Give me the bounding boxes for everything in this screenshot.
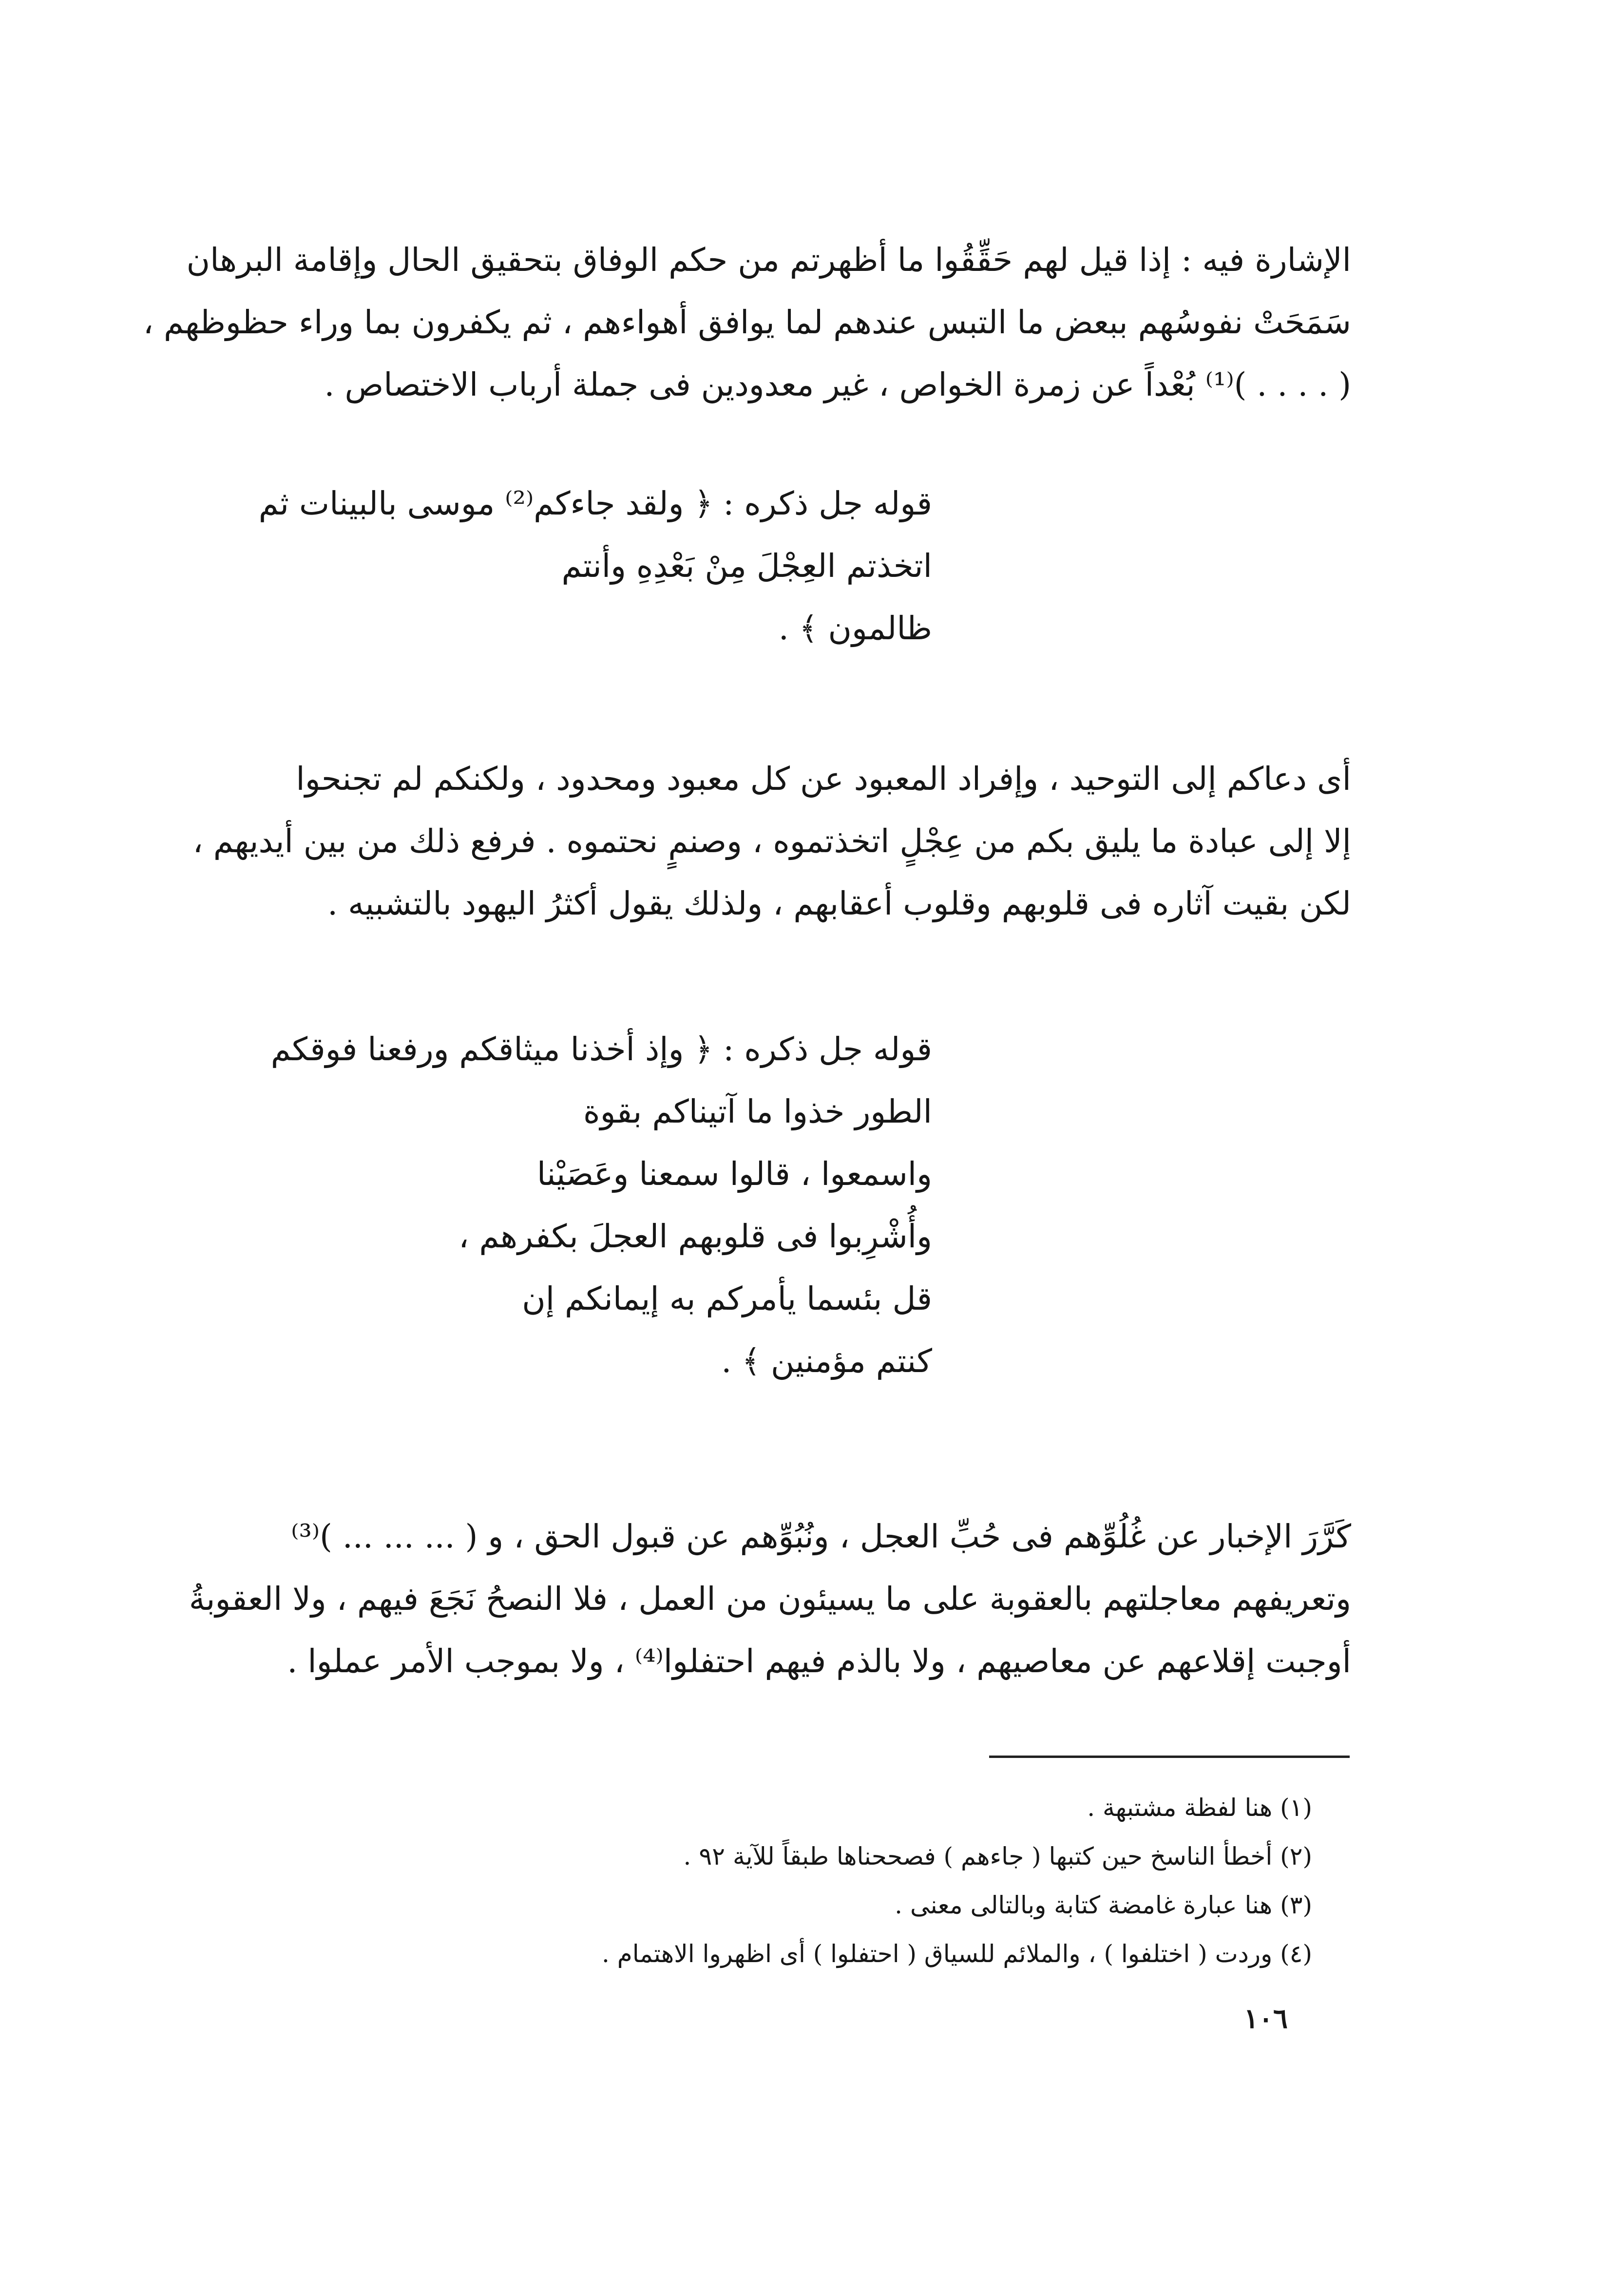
footnote-divider xyxy=(989,1756,1350,1758)
verse-line: الطور خذوا ما آتيناكم بقوة xyxy=(583,1093,932,1130)
text-line: ( . . . . )⁽¹⁾ بُعْداً عن زمرة الخواص ، غير معدودين فى جملة أرباب الاختصاص . xyxy=(324,366,1351,403)
page-number: ١٠٦ xyxy=(1243,2003,1288,2035)
paragraph-3 xyxy=(189,1506,1351,1693)
text-line: وتعريفهم معاجلتهم بالعقوبة على ما يسيئون من العمل ، فلا النصحُ نَجَعَ فيهم ، ولا العقوبةُ xyxy=(189,1580,1351,1618)
footnotes-list xyxy=(289,1783,1312,1978)
footnote-1: (١) هنا لفظة مشتبهة . xyxy=(1087,1794,1312,1822)
verse-line: قوله جل ذكره : ﴿ ولقد جاءكم⁽²⁾ موسى بالبينات ثم xyxy=(258,485,932,522)
quran-verse-1 xyxy=(258,473,932,660)
text-line: إلا إلى عبادة ما يليق بكم من عِجْلٍ اتخذتموه ، وصنمٍ نحتموه . فرفع ذلك من بين أيديهم ، xyxy=(192,822,1351,860)
verse-line: ظالمون ﴾ . xyxy=(778,610,932,647)
verse-line: واسمعوا ، قالوا سمعنا وعَصَيْنا xyxy=(536,1155,932,1193)
footnote-3: (٣) هنا عبارة غامضة كتابة وبالتالى معنى . xyxy=(895,1891,1312,1919)
paragraph-2 xyxy=(192,748,1351,935)
text-line: أوجبت إقلاعهم عن معاصيهم ، ولا بالذم فيهم احتفلوا⁽⁴⁾ ، ولا بموجب الأمر عملوا . xyxy=(287,1642,1351,1680)
text-line: سَمَحَتْ نفوسُهم ببعض ما التبس عندهم لما يوافق أهواءهم ، ثم يكفرون بما وراء حظوظهم ، xyxy=(143,304,1351,341)
verse-line: قل بئسما يأمركم به إيمانكم إن xyxy=(522,1280,932,1317)
verse-line: اتخذتم العِجْلَ مِنْ بَعْدِهِ وأنتم xyxy=(561,547,932,585)
quran-verse-2 xyxy=(270,1018,932,1393)
verse-line: كنتم مؤمنين ﴾ . xyxy=(721,1342,932,1380)
verse-line: وأُشْرِبوا فى قلوبهم العجلَ بكفرهم ، xyxy=(459,1218,932,1255)
text-line: الإشارة فيه : إذا قيل لهم حَقِّقُوا ما أظهرتم من حكم الوفاق بتحقيق الحال وإقامة البرهان xyxy=(186,241,1351,279)
paragraph-1 xyxy=(143,229,1351,416)
text-line: لكن بقيت آثاره فى قلوبهم وقلوب أعقابهم ، ولذلك يقول أكثرُ اليهود بالتشبيه . xyxy=(327,885,1351,922)
footnote-2: (٢) أخطأ الناسخ حين كتبها ( جاءهم ) فصححناها طبقاً للآية ٩٢ . xyxy=(683,1842,1312,1871)
footnote-4: (٤) وردت ( اختلفوا ) ، والملائم للسياق ( احتفلوا ) أى اظهروا الاهتمام . xyxy=(601,1940,1312,1968)
text-line: أى دعاكم إلى التوحيد ، وإفراد المعبود عن كل معبود ومحدود ، ولكنكم لم تجنحوا xyxy=(296,760,1351,798)
verse-line: قوله جل ذكره : ﴿ وإذ أخذنا ميثاقكم ورفعنا فوقكم xyxy=(270,1031,932,1068)
text-line: كَرَّرَ الإخبار عن غُلُوِّهم فى حُبِّ العجل ، ونُبُوِّهم عن قبول الحق ، و ( ... ... ... )⁽³⁾ xyxy=(291,1518,1351,1555)
